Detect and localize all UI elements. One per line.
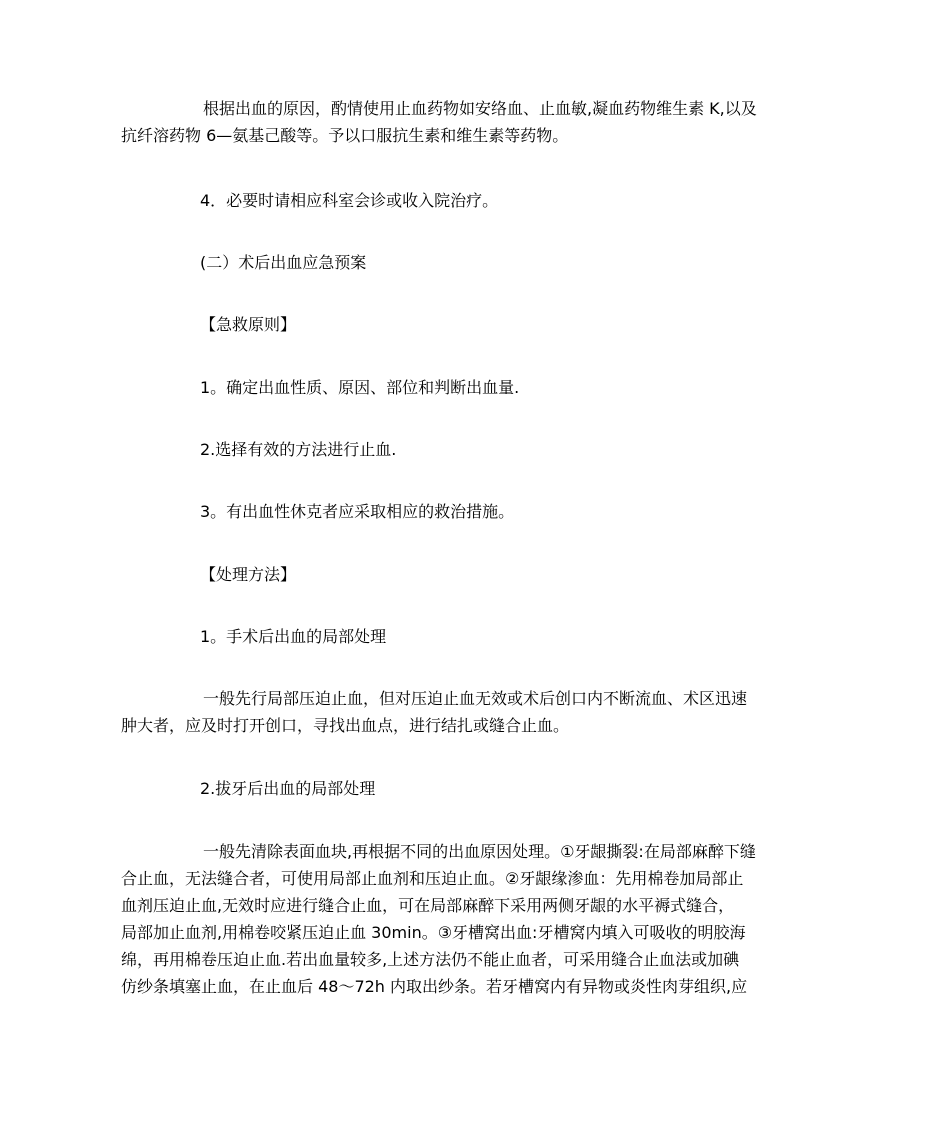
text-line: 仿纱条填塞止血，在止血后 48～72h 内取出纱条。若牙槽窝内有异物或炎性肉芽组织,应 — [121, 977, 748, 996]
heading-treatment-methods: 【处理方法】 — [200, 565, 297, 584]
text-line: 血剂压迫止血,无效时应进行缝合止血，可在局部麻醉下采用两侧牙龈的水平褥式缝合， — [121, 896, 735, 915]
text-line: 绵，再用棉卷压迫止血.若出血量较多,上述方法仍不能止血者，可采用缝合止血法或加碘 — [121, 950, 740, 969]
text-line: 肿大者，应及时打开创口，寻找出血点，进行结扎或缝合止血。 — [121, 716, 570, 735]
method-1-title: 1。手术后出血的局部处理 — [200, 627, 387, 646]
text-line: 抗纤溶药物 6—氨基己酸等。予以口服抗生素和维生素等药物。 — [121, 126, 569, 145]
section-title: (二）术后出血应急预案 — [200, 253, 367, 272]
paragraph-tooth-extraction-bleeding — [121, 838, 833, 1000]
text-line: 一般先清除表面血块,再根据不同的出血原因处理。①牙龈撕裂:在局部麻醉下缝 — [203, 842, 756, 861]
text-line: 根据出血的原因，酌情使用止血药物如安络血、止血敏,凝血药物维生素 K,以及 — [203, 99, 757, 118]
paragraph-hemostatic-drugs — [121, 95, 833, 149]
principle-item-3: 3。有出血性休克者应采取相应的救治措施。 — [200, 502, 515, 521]
principle-item-2: 2.选择有效的方法进行止血. — [200, 440, 397, 459]
item-consultation: 4．必要时请相应科室会诊或收入院治疗。 — [200, 191, 499, 210]
text-line: 局部加止血剂,用棉卷咬紧压迫止血 30min。③牙槽窝出血:牙槽窝内填入可吸收的明胶海 — [121, 923, 746, 942]
text-line: 一般先行局部压迫止血，但对压迫止血无效或术后创口内不断流血、术区迅速 — [203, 689, 748, 708]
principle-item-1: 1。确定出血性质、原因、部位和判断出血量. — [200, 378, 520, 397]
method-2-title: 2.拔牙后出血的局部处理 — [200, 779, 376, 798]
paragraph-postoperative-bleeding — [121, 685, 833, 739]
text-line: 合止血，无法缝合者，可使用局部止血剂和压迫止血。②牙龈缘渗血：先用棉卷加局部止 — [121, 869, 744, 888]
heading-emergency-principles: 【急救原则】 — [200, 315, 297, 334]
